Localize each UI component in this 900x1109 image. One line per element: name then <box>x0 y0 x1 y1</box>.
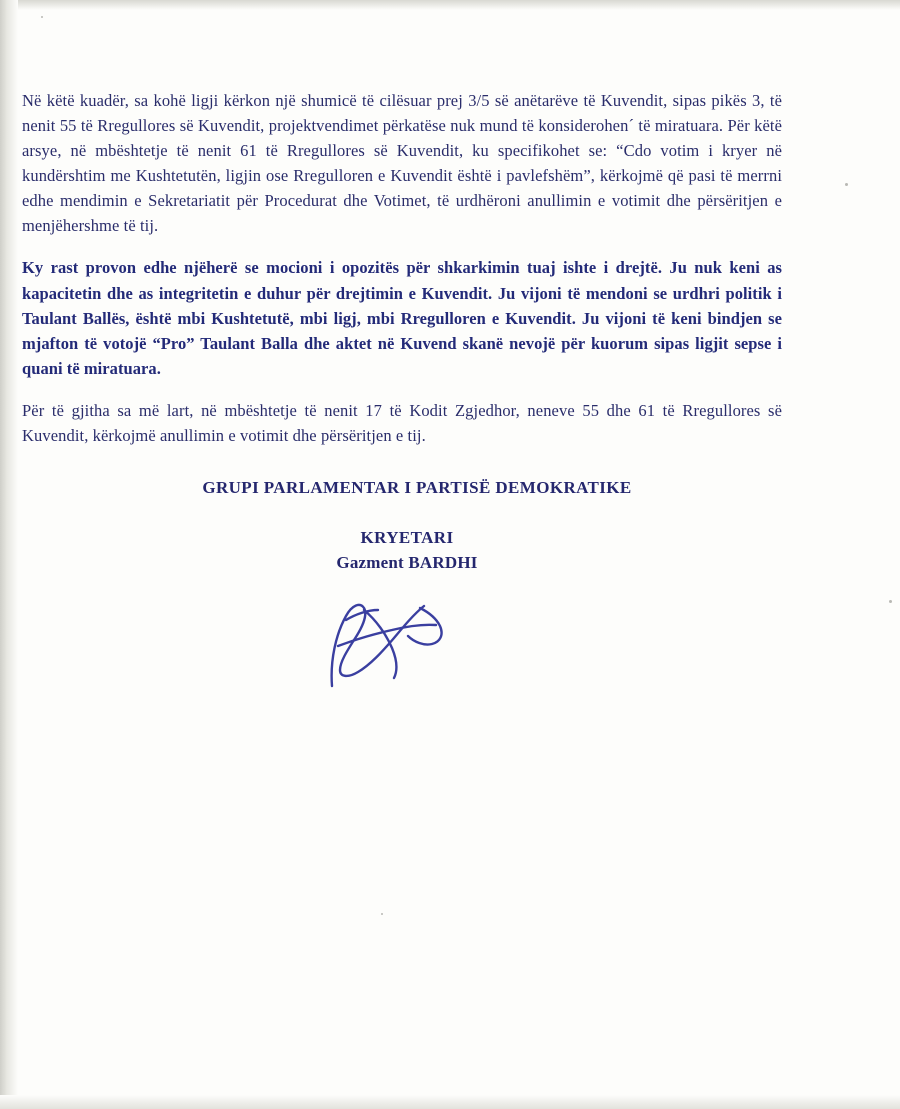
signoff-group: GRUPI PARLAMENTAR I PARTISË DEMOKRATIKE <box>202 478 632 498</box>
document-body <box>22 88 782 573</box>
signature-block <box>22 478 782 573</box>
paragraph-conclusion: Për të gjitha sa më lart, në mbështetje të nenit 17 të Kodit Zgjedhor, neneve 55 dhe 61 të Rregullores së Kuvendit, kërkojmë anullimin e votimit dhe përsëritjen e tij. <box>22 400 782 445</box>
scan-speck <box>889 600 892 603</box>
signoff-role: KRYETARI <box>360 528 454 548</box>
scan-edge-bottom <box>0 1095 900 1109</box>
paragraph-emphasis: Ky rast provon edhe njëherë se mocioni i opozitës për shkarkimin tuaj ishte i drejtë. Ju nuk keni as kapacitetin dhe as integritetin e duhur për drejtimin e Kuvendit. Ju vijoni të mendoni se urdhri politik i Taulant Ballës, është mbi Kushtetutë, mbi ligj, mbi Rregulloren e Kuvendit. Ju vijoni të keni bindjen se mjafton të votojë “Pro” Taulant Balla dhe aktet në Kuvend skanë nevojë për kuorum sipas ligjit sepse i quani të miratuara. <box>22 258 782 378</box>
signoff-name: Gazment BARDHI <box>336 553 478 573</box>
paragraph-intro: Në këtë kuadër, sa kohë ligji kërkon një shumicë të cilësuar prej 3/5 së anëtarëve të Kuvendit, sipas pikës 3, të nenit 55 të Rregullores së Kuvendit, projektvendimet përkatëse nuk mund të konsiderohen´ të miratuara. Për këtë arsye, në mbështetje të nenit 61 të Rregullores së Kuvendit, ku specifikohet se: “Cdo votim i kryer në kundërshtim me Kushtetutën, ligjin ose Rregulloren e Kuvendit është i pavlefshëm”, kërkojmë që pasi të merrni edhe mendimin e Sekretariatit për Procedurat dhe Votimet, të urdhëroni anullimin e votimit dhe përsëritjen e menjëhershme të tij. <box>22 91 782 236</box>
handwritten-signature <box>320 590 460 700</box>
scan-edge-top <box>0 0 900 10</box>
scan-speck <box>381 913 383 915</box>
scan-speck <box>41 16 43 18</box>
scan-edge-left <box>0 0 18 1109</box>
scan-speck <box>845 183 848 186</box>
